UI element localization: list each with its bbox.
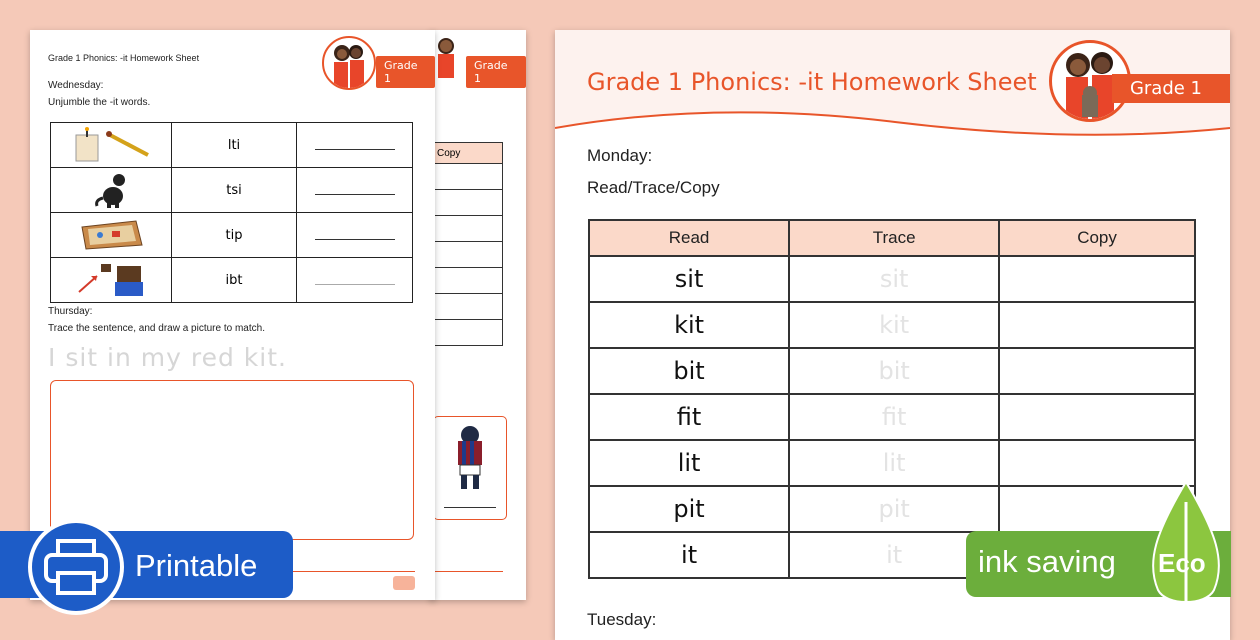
copy-cell[interactable] xyxy=(999,302,1195,348)
leaf-icon xyxy=(1146,482,1226,612)
ink-saving-label: ink saving xyxy=(978,544,1116,579)
jumbled-word: lti xyxy=(172,123,297,168)
monday-label: Monday: xyxy=(587,146,653,165)
table-row xyxy=(589,348,1195,394)
read-word: sit xyxy=(589,256,789,302)
trace-word[interactable]: fit xyxy=(789,394,999,440)
table-row xyxy=(434,216,503,242)
trace-word[interactable]: pit xyxy=(789,486,999,532)
pit-picture xyxy=(51,213,172,258)
table-row xyxy=(51,258,413,303)
page-title: Grade 1 Phonics: -it Homework Sheet xyxy=(587,68,1037,96)
picture-card xyxy=(433,416,507,520)
unjumble-table xyxy=(50,122,413,303)
read-word: fit xyxy=(589,394,789,440)
answer-line[interactable] xyxy=(297,258,413,303)
lit-picture xyxy=(51,123,172,168)
avatar-small-back xyxy=(432,32,462,84)
table-row xyxy=(589,440,1195,486)
trace-word[interactable]: sit xyxy=(789,256,999,302)
wednesday-thursday-worksheet xyxy=(30,30,435,600)
table-row xyxy=(434,268,503,294)
trace-word[interactable]: lit xyxy=(789,440,999,486)
football-kit-icon xyxy=(434,417,506,497)
column-header-trace: Trace xyxy=(789,220,999,256)
trace-word[interactable]: bit xyxy=(789,348,999,394)
eco-label: Eco xyxy=(1158,548,1206,578)
copy-cell[interactable] xyxy=(999,394,1195,440)
trace-sentence[interactable]: I sit in my red kit. xyxy=(48,343,287,372)
grade-tab: Grade 1 xyxy=(376,56,435,88)
table-row xyxy=(434,190,503,216)
table-row xyxy=(589,302,1195,348)
worksheet-title: Grade 1 Phonics: -it Homework Sheet xyxy=(48,53,200,63)
bit-picture xyxy=(51,258,172,303)
table-row xyxy=(434,242,503,268)
sitting-dog-icon xyxy=(81,170,141,208)
twinkl-logo-icon xyxy=(393,576,415,590)
read-word: it xyxy=(589,532,789,578)
candle-match-icon xyxy=(66,125,156,163)
back-worksheet-page xyxy=(430,30,526,600)
read-word: lit xyxy=(589,440,789,486)
read-word: bit xyxy=(589,348,789,394)
activity-label: Read/Trace/Copy xyxy=(587,178,720,197)
table-row xyxy=(434,294,503,320)
column-header-read: Read xyxy=(589,220,789,256)
table-row xyxy=(51,213,413,258)
printer-icon xyxy=(28,519,124,615)
jumbled-word: tsi xyxy=(172,168,297,213)
answer-line[interactable] xyxy=(297,168,413,213)
copy-cell[interactable] xyxy=(999,256,1195,302)
answer-line[interactable] xyxy=(297,213,413,258)
jumbled-word: tip xyxy=(172,213,297,258)
sit-picture xyxy=(51,168,172,213)
thursday-label: Thursday: xyxy=(48,306,93,317)
grade-tab: Grade 1 xyxy=(1112,74,1230,103)
trace-instruction: Trace the sentence, and draw a picture to match. xyxy=(48,323,265,334)
table-row xyxy=(589,486,1195,532)
table-row xyxy=(51,123,413,168)
avatar-small xyxy=(322,36,376,90)
unjumble-instruction: Unjumble the -it words. xyxy=(48,97,151,108)
trace-word[interactable]: it xyxy=(789,532,999,578)
trace-word[interactable]: kit xyxy=(789,302,999,348)
table-row xyxy=(589,256,1195,302)
answer-line[interactable] xyxy=(297,123,413,168)
drawing-box[interactable] xyxy=(50,380,414,540)
read-trace-copy-table xyxy=(588,219,1196,579)
copy-cell[interactable] xyxy=(999,440,1195,486)
sandpit-icon xyxy=(76,215,146,253)
table-row xyxy=(434,164,503,190)
printable-label: Printable xyxy=(135,548,258,583)
copy-cell[interactable] xyxy=(999,348,1195,394)
column-header-copy: Copy xyxy=(999,220,1195,256)
read-word: pit xyxy=(589,486,789,532)
chocolate-bar-icon xyxy=(71,260,151,298)
table-header: Copy xyxy=(434,143,503,164)
jumbled-word: ibt xyxy=(172,258,297,303)
table-row xyxy=(51,168,413,213)
wednesday-label: Wednesday: xyxy=(48,80,104,91)
grade-tab: Grade 1 xyxy=(466,56,526,88)
table-row xyxy=(589,394,1195,440)
tuesday-label: Tuesday: xyxy=(587,610,657,629)
read-word: kit xyxy=(589,302,789,348)
copy-table xyxy=(433,142,503,346)
table-row xyxy=(434,320,503,346)
